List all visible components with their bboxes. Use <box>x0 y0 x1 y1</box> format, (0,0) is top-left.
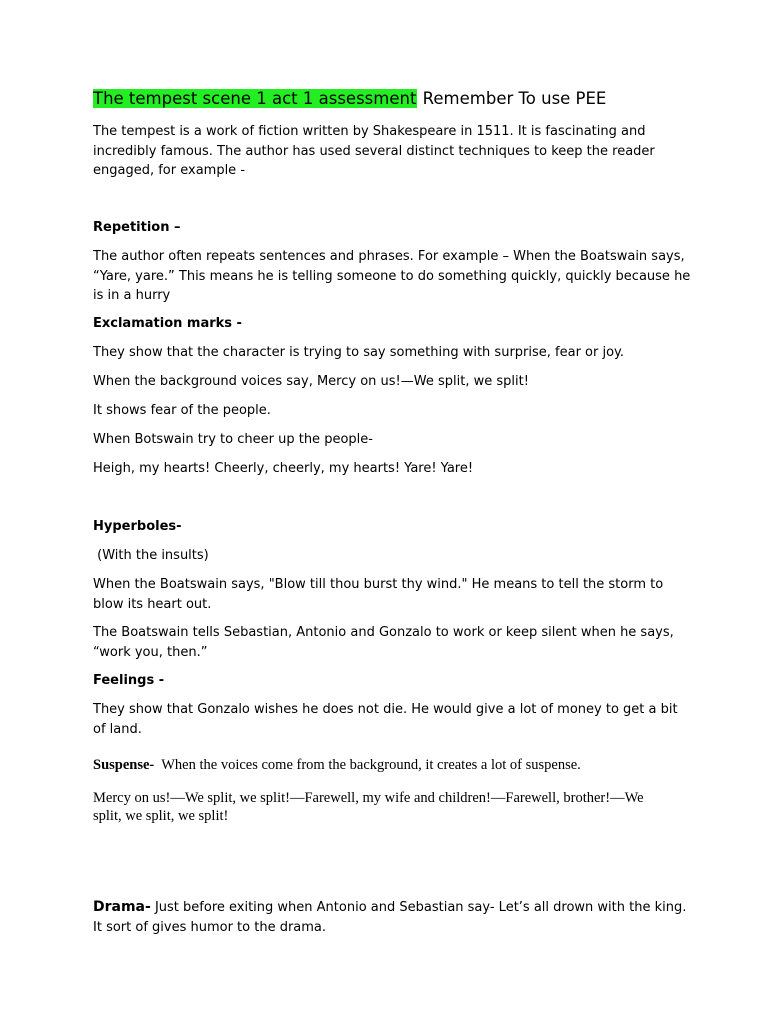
feelings-paragraph: They show that Gonzalo wishes he does not die. He would give a lot of money to get a bit of land. <box>93 702 678 737</box>
exclamation-line: They show that the character is trying to say something with surprise, fear or joy. <box>93 345 625 360</box>
drama-paragraph <box>93 898 693 937</box>
hyperboles-line: (With the insults) <box>93 548 209 563</box>
document-title <box>93 87 606 111</box>
drama-heading: Drama- <box>93 899 151 915</box>
exclamation-line: Heigh, my hearts! Cheerly, cheerly, my hearts! Yare! Yare! <box>93 461 474 476</box>
title-rest-text: Remember To use PEE <box>417 89 607 108</box>
suspense-text: When the voices come from the background, it creates a lot of suspense. <box>154 757 581 773</box>
title-highlighted-text: The tempest scene 1 act 1 assessment <box>93 89 417 108</box>
repetition-paragraph: The author often repeats sentences and phrases. For example – When the Boatswain says, “Yare, yare.” This means he is telling someone to do something quickly, quickly because he is in a hurry <box>93 249 691 303</box>
intro-paragraph: The tempest is a work of fiction written by Shakespeare in 1511. It is fascinating and incredibly famous. The author has used several distinct techniques to keep the reader engaged, for example - <box>93 124 655 178</box>
exclamation-heading: Exclamation marks - <box>93 316 242 331</box>
suspense-heading: Suspense- <box>93 757 155 773</box>
drama-text: Just before exiting when Antonio and Sebastian say- Let’s all drown with the king. It sort of gives humor to the drama. <box>93 900 687 935</box>
hyperboles-line: The Boatswain tells Sebastian, Antonio and Gonzalo to work or keep silent when he says, “work you, then.” <box>93 625 674 660</box>
suspense-quote: Mercy on us!—We split, we split!—Farewell, my wife and children!—Farewell, brother!—We split, we split, we split! <box>93 790 644 824</box>
exclamation-line: It shows fear of the people. <box>93 403 271 418</box>
feelings-heading: Feelings - <box>93 673 165 688</box>
exclamation-line: When the background voices say, Mercy on us!—We split, we split! <box>93 374 529 389</box>
hyperboles-line: When the Boatswain says, "Blow till thou burst thy wind." He means to tell the storm to blow its heart out. <box>93 577 664 612</box>
repetition-heading: Repetition – <box>93 220 181 235</box>
suspense-paragraph <box>93 756 693 774</box>
exclamation-line: When Botswain try to cheer up the people- <box>93 432 373 447</box>
hyperboles-heading: Hyperboles- <box>93 519 182 534</box>
